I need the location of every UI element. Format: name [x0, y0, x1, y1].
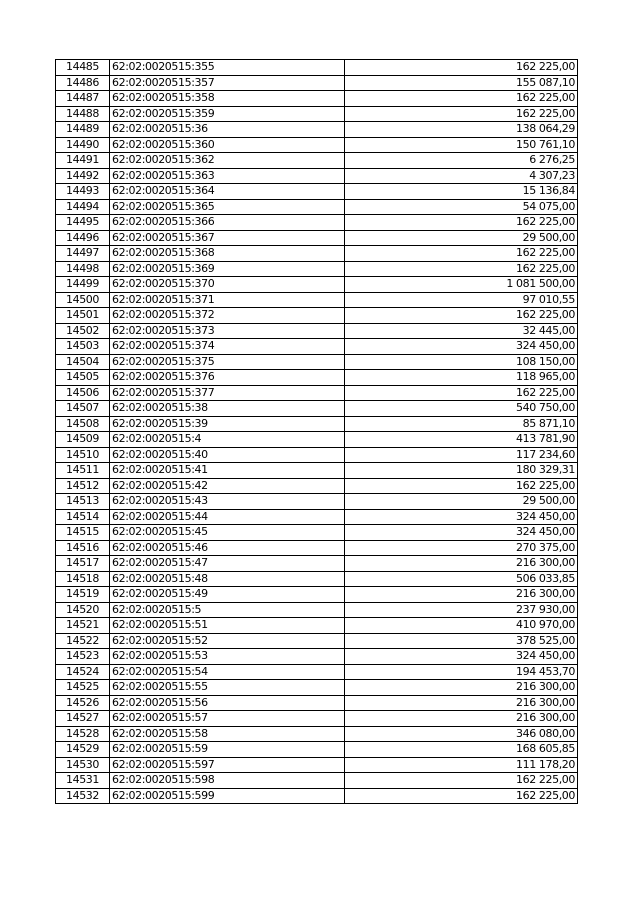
table-row — [56, 199, 578, 215]
cadastral-number-cell: 62:02:0020515:38 — [110, 401, 345, 417]
table-row — [56, 664, 578, 680]
cadastral-number-cell: 62:02:0020515:374 — [110, 339, 345, 355]
row-number-cell: 14526 — [56, 695, 110, 711]
cadastral-number-cell: 62:02:0020515:367 — [110, 230, 345, 246]
value-cell: 237 930,00 — [345, 602, 578, 618]
value-cell: 324 450,00 — [345, 649, 578, 665]
cadastral-number-cell: 62:02:0020515:55 — [110, 680, 345, 696]
value-cell: 194 453,70 — [345, 664, 578, 680]
table-row — [56, 447, 578, 463]
table-row — [56, 773, 578, 789]
table-row — [56, 757, 578, 773]
row-number-cell: 14490 — [56, 137, 110, 153]
value-cell: 346 080,00 — [345, 726, 578, 742]
table-row — [56, 354, 578, 370]
cadastral-number-cell: 62:02:0020515:360 — [110, 137, 345, 153]
value-cell: 216 300,00 — [345, 680, 578, 696]
table-row — [56, 60, 578, 76]
table-row — [56, 633, 578, 649]
row-number-cell: 14508 — [56, 416, 110, 432]
table-row — [56, 416, 578, 432]
value-cell: 162 225,00 — [345, 246, 578, 262]
table-row — [56, 292, 578, 308]
value-cell: 324 450,00 — [345, 509, 578, 525]
row-number-cell: 14489 — [56, 122, 110, 138]
table-row — [56, 246, 578, 262]
cadastral-number-cell: 62:02:0020515:368 — [110, 246, 345, 262]
row-number-cell: 14524 — [56, 664, 110, 680]
cadastral-number-cell: 62:02:0020515:46 — [110, 540, 345, 556]
value-cell: 378 525,00 — [345, 633, 578, 649]
value-cell: 216 300,00 — [345, 711, 578, 727]
row-number-cell: 14529 — [56, 742, 110, 758]
cadastral-number-cell: 62:02:0020515:42 — [110, 478, 345, 494]
row-number-cell: 14528 — [56, 726, 110, 742]
cadastral-number-cell: 62:02:0020515:358 — [110, 91, 345, 107]
value-cell: 162 225,00 — [345, 60, 578, 76]
table-row — [56, 711, 578, 727]
value-cell: 1 081 500,00 — [345, 277, 578, 293]
value-cell: 216 300,00 — [345, 695, 578, 711]
row-number-cell: 14516 — [56, 540, 110, 556]
table-row — [56, 91, 578, 107]
table-row — [56, 680, 578, 696]
table-row — [56, 370, 578, 386]
row-number-cell: 14494 — [56, 199, 110, 215]
cadastral-number-cell: 62:02:0020515:36 — [110, 122, 345, 138]
value-cell: 162 225,00 — [345, 308, 578, 324]
table-body — [56, 60, 578, 804]
value-cell: 540 750,00 — [345, 401, 578, 417]
row-number-cell: 14513 — [56, 494, 110, 510]
value-cell: 29 500,00 — [345, 494, 578, 510]
cadastral-number-cell: 62:02:0020515:369 — [110, 261, 345, 277]
value-cell: 162 225,00 — [345, 91, 578, 107]
row-number-cell: 14521 — [56, 618, 110, 634]
cadastral-number-cell: 62:02:0020515:375 — [110, 354, 345, 370]
row-number-cell: 14520 — [56, 602, 110, 618]
row-number-cell: 14532 — [56, 788, 110, 804]
value-cell: 108 150,00 — [345, 354, 578, 370]
row-number-cell: 14510 — [56, 447, 110, 463]
table-row — [56, 277, 578, 293]
cadastral-number-cell: 62:02:0020515:52 — [110, 633, 345, 649]
table-row — [56, 726, 578, 742]
cadastral-value-table — [55, 59, 578, 804]
cadastral-number-cell: 62:02:0020515:54 — [110, 664, 345, 680]
cadastral-number-cell: 62:02:0020515:365 — [110, 199, 345, 215]
row-number-cell: 14530 — [56, 757, 110, 773]
value-cell: 270 375,00 — [345, 540, 578, 556]
cadastral-number-cell: 62:02:0020515:5 — [110, 602, 345, 618]
cadastral-number-cell: 62:02:0020515:377 — [110, 385, 345, 401]
row-number-cell: 14511 — [56, 463, 110, 479]
cadastral-number-cell: 62:02:0020515:373 — [110, 323, 345, 339]
cadastral-number-cell: 62:02:0020515:49 — [110, 587, 345, 603]
table-row — [56, 339, 578, 355]
table-row — [56, 122, 578, 138]
row-number-cell: 14525 — [56, 680, 110, 696]
cadastral-number-cell: 62:02:0020515:370 — [110, 277, 345, 293]
value-cell: 85 871,10 — [345, 416, 578, 432]
cadastral-number-cell: 62:02:0020515:48 — [110, 571, 345, 587]
row-number-cell: 14488 — [56, 106, 110, 122]
cadastral-number-cell: 62:02:0020515:47 — [110, 556, 345, 572]
table-row — [56, 602, 578, 618]
cadastral-number-cell: 62:02:0020515:371 — [110, 292, 345, 308]
cadastral-number-cell: 62:02:0020515:45 — [110, 525, 345, 541]
table-row — [56, 75, 578, 91]
table-row — [56, 463, 578, 479]
cadastral-number-cell: 62:02:0020515:56 — [110, 695, 345, 711]
row-number-cell: 14517 — [56, 556, 110, 572]
table-row — [56, 106, 578, 122]
table-row — [56, 494, 578, 510]
cadastral-number-cell: 62:02:0020515:359 — [110, 106, 345, 122]
row-number-cell: 14503 — [56, 339, 110, 355]
table-row — [56, 509, 578, 525]
cadastral-number-cell: 62:02:0020515:41 — [110, 463, 345, 479]
row-number-cell: 14501 — [56, 308, 110, 324]
row-number-cell: 14493 — [56, 184, 110, 200]
cadastral-number-cell: 62:02:0020515:599 — [110, 788, 345, 804]
value-cell: 97 010,55 — [345, 292, 578, 308]
table-row — [56, 432, 578, 448]
row-number-cell: 14509 — [56, 432, 110, 448]
cadastral-number-cell: 62:02:0020515:366 — [110, 215, 345, 231]
cadastral-number-cell: 62:02:0020515:4 — [110, 432, 345, 448]
row-number-cell: 14507 — [56, 401, 110, 417]
table-row — [56, 308, 578, 324]
value-cell: 162 225,00 — [345, 773, 578, 789]
value-cell: 162 225,00 — [345, 261, 578, 277]
row-number-cell: 14518 — [56, 571, 110, 587]
table-row — [56, 571, 578, 587]
cadastral-number-cell: 62:02:0020515:597 — [110, 757, 345, 773]
cadastral-number-cell: 62:02:0020515:357 — [110, 75, 345, 91]
row-number-cell: 14523 — [56, 649, 110, 665]
value-cell: 118 965,00 — [345, 370, 578, 386]
value-cell: 29 500,00 — [345, 230, 578, 246]
row-number-cell: 14486 — [56, 75, 110, 91]
table-row — [56, 478, 578, 494]
cadastral-number-cell: 62:02:0020515:44 — [110, 509, 345, 525]
table-row — [56, 556, 578, 572]
cadastral-number-cell: 62:02:0020515:364 — [110, 184, 345, 200]
value-cell: 111 178,20 — [345, 757, 578, 773]
row-number-cell: 14514 — [56, 509, 110, 525]
row-number-cell: 14502 — [56, 323, 110, 339]
cadastral-number-cell: 62:02:0020515:51 — [110, 618, 345, 634]
value-cell: 410 970,00 — [345, 618, 578, 634]
table-row — [56, 137, 578, 153]
value-cell: 155 087,10 — [345, 75, 578, 91]
row-number-cell: 14504 — [56, 354, 110, 370]
cadastral-number-cell: 62:02:0020515:363 — [110, 168, 345, 184]
value-cell: 216 300,00 — [345, 587, 578, 603]
value-cell: 54 075,00 — [345, 199, 578, 215]
value-cell: 162 225,00 — [345, 106, 578, 122]
row-number-cell: 14519 — [56, 587, 110, 603]
cadastral-number-cell: 62:02:0020515:355 — [110, 60, 345, 76]
value-cell: 32 445,00 — [345, 323, 578, 339]
row-number-cell: 14506 — [56, 385, 110, 401]
table-row — [56, 788, 578, 804]
row-number-cell: 14500 — [56, 292, 110, 308]
row-number-cell: 14491 — [56, 153, 110, 169]
row-number-cell: 14492 — [56, 168, 110, 184]
value-cell: 162 225,00 — [345, 215, 578, 231]
table-row — [56, 230, 578, 246]
value-cell: 506 033,85 — [345, 571, 578, 587]
row-number-cell: 14522 — [56, 633, 110, 649]
cadastral-number-cell: 62:02:0020515:43 — [110, 494, 345, 510]
table-row — [56, 742, 578, 758]
row-number-cell: 14498 — [56, 261, 110, 277]
cadastral-number-cell: 62:02:0020515:362 — [110, 153, 345, 169]
table-row — [56, 587, 578, 603]
row-number-cell: 14485 — [56, 60, 110, 76]
value-cell: 216 300,00 — [345, 556, 578, 572]
row-number-cell: 14487 — [56, 91, 110, 107]
table-row — [56, 649, 578, 665]
row-number-cell: 14531 — [56, 773, 110, 789]
cadastral-number-cell: 62:02:0020515:372 — [110, 308, 345, 324]
cadastral-number-cell: 62:02:0020515:40 — [110, 447, 345, 463]
table-row — [56, 323, 578, 339]
value-cell: 150 761,10 — [345, 137, 578, 153]
value-cell: 15 136,84 — [345, 184, 578, 200]
value-cell: 180 329,31 — [345, 463, 578, 479]
table-row — [56, 695, 578, 711]
value-cell: 413 781,90 — [345, 432, 578, 448]
table-row — [56, 215, 578, 231]
value-cell: 162 225,00 — [345, 788, 578, 804]
value-cell: 324 450,00 — [345, 525, 578, 541]
row-number-cell: 14496 — [56, 230, 110, 246]
table-row — [56, 401, 578, 417]
table-row — [56, 168, 578, 184]
cadastral-number-cell: 62:02:0020515:598 — [110, 773, 345, 789]
cadastral-number-cell: 62:02:0020515:53 — [110, 649, 345, 665]
value-cell: 324 450,00 — [345, 339, 578, 355]
table-row — [56, 184, 578, 200]
cadastral-number-cell: 62:02:0020515:57 — [110, 711, 345, 727]
value-cell: 6 276,25 — [345, 153, 578, 169]
value-cell: 138 064,29 — [345, 122, 578, 138]
row-number-cell: 14497 — [56, 246, 110, 262]
table-row — [56, 540, 578, 556]
table-row — [56, 261, 578, 277]
row-number-cell: 14505 — [56, 370, 110, 386]
value-cell: 4 307,23 — [345, 168, 578, 184]
row-number-cell: 14495 — [56, 215, 110, 231]
table-row — [56, 525, 578, 541]
value-cell: 168 605,85 — [345, 742, 578, 758]
row-number-cell: 14527 — [56, 711, 110, 727]
cadastral-number-cell: 62:02:0020515:376 — [110, 370, 345, 386]
table-row — [56, 618, 578, 634]
row-number-cell: 14499 — [56, 277, 110, 293]
value-cell: 162 225,00 — [345, 385, 578, 401]
cadastral-number-cell: 62:02:0020515:39 — [110, 416, 345, 432]
cadastral-number-cell: 62:02:0020515:59 — [110, 742, 345, 758]
table-row — [56, 153, 578, 169]
row-number-cell: 14515 — [56, 525, 110, 541]
row-number-cell: 14512 — [56, 478, 110, 494]
table-row — [56, 385, 578, 401]
cadastral-number-cell: 62:02:0020515:58 — [110, 726, 345, 742]
value-cell: 162 225,00 — [345, 478, 578, 494]
value-cell: 117 234,60 — [345, 447, 578, 463]
